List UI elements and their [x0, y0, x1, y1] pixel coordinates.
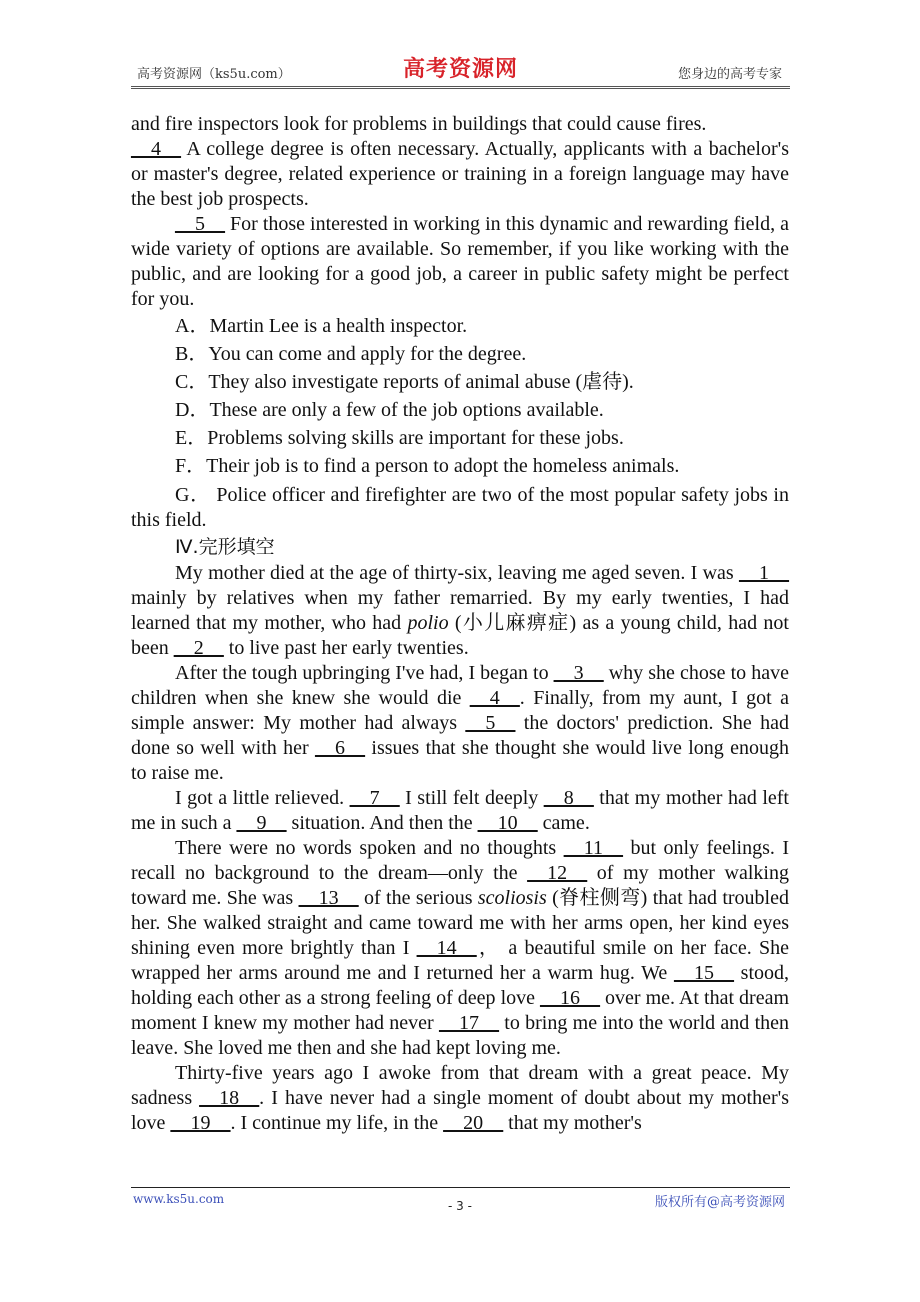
paragraph-text: stood, holding each other as a strong feeling of deep love [131, 962, 790, 1009]
cloze-blank: __11__ [563, 837, 623, 859]
cloze-blank: __17__ [439, 1012, 500, 1034]
option-letter: F． [175, 455, 207, 477]
paragraph-text: I still felt deeply [399, 787, 544, 809]
footer-site-link[interactable]: www.ks5u.com [133, 1192, 225, 1206]
paragraph-text: (小儿麻痹症) as a young child, had not been [131, 612, 789, 659]
option-letter: D． [175, 399, 210, 421]
cloze-blank: __5__ [465, 712, 516, 734]
footer-copyright: 版权所有@高考资源网 [654, 1195, 785, 1210]
paragraph-text: the doctors' prediction. She had done so well with her [131, 712, 790, 759]
cloze-blank: __9__ [236, 812, 287, 834]
blank-5: __5__ [175, 213, 225, 235]
option-letter: C． [175, 371, 209, 393]
paragraph-text: Thirty-five years ago I awoke from that dream with a great peace. My sadness [131, 1062, 789, 1109]
paragraph-text: that my mother's [503, 1112, 642, 1134]
cloze-blank: __8__ [543, 787, 594, 809]
header-slogan: 您身边的高考专家 [677, 67, 782, 82]
cloze-blank: __15__ [673, 962, 734, 984]
header-brand-logo: 高考资源网 [402, 56, 518, 82]
paragraph-text: to live past her early twenties. [223, 637, 469, 659]
cloze-blank: __16__ [540, 987, 601, 1009]
option-letter: G． [175, 484, 211, 506]
paragraph-text: but only feelings. I recall no background to the dream—only the [131, 837, 789, 884]
cloze-blank: __13__ [298, 887, 359, 909]
paragraph-text: of my mother walking toward me. She was [131, 862, 789, 909]
cloze-blank: __4__ [469, 687, 520, 709]
cloze-passage [131, 561, 789, 1136]
cloze-blank: __14__ [416, 937, 477, 959]
blank-4: __4__ [131, 138, 181, 160]
paragraph-text: . I continue my life, in the [230, 1112, 444, 1134]
cloze-paragraph [131, 1061, 789, 1136]
paragraph-fire-inspectors: and fire inspectors look for problems in buildings that could cause fires. [131, 113, 707, 135]
cloze-blank: __19__ [170, 1112, 231, 1134]
document-body [131, 112, 789, 1136]
paragraph-text: issues that she thought she would live long enough to raise me. [131, 737, 790, 784]
cloze-blank: __1__ [739, 562, 789, 584]
option-d [131, 396, 789, 424]
cloze-blank: __12__ [527, 862, 588, 884]
paragraph-text: After the tough upbringing I've had, I began to [175, 662, 554, 684]
paragraph-text: came. [537, 812, 590, 834]
paragraph-text: over me. At that dream moment I knew my mother had never [131, 987, 790, 1034]
option-text: Martin Lee is a health inspector. [209, 315, 468, 337]
option-letter: B． [175, 343, 209, 365]
option-f [131, 452, 789, 480]
cloze-blank: __6__ [315, 737, 366, 759]
paragraph-text: mainly by relatives when my father remarried. By my early twenties, I had learned that my mother, who had [131, 587, 789, 634]
header-site-name: 高考资源网（ks5u.com） [137, 67, 291, 82]
page-number: - 3 - [448, 1199, 472, 1213]
page-header [131, 52, 790, 88]
paragraph-text: that my mother had left me in such a [131, 787, 789, 834]
paragraph-text: A college degree is often necessary. Actually, applicants with a bachelor's or master's degree, related experience or training in a foreign language may have the best job prospects. [131, 138, 789, 210]
option-c [131, 368, 789, 396]
section-title-cloze: Ⅳ.完形填空 [175, 536, 275, 558]
option-text: You can come and apply for the degree. [208, 343, 527, 365]
cloze-blank: __10__ [477, 812, 538, 834]
paragraph-text: I got a little relieved. [175, 787, 350, 809]
paragraph-text: situation. And then the [286, 812, 478, 834]
cloze-paragraph [131, 786, 789, 836]
paragraph-text: . I have never had a single moment of doubt about my mother's love [131, 1087, 789, 1134]
header-divider [131, 86, 790, 89]
paragraph-text: to bring me into the world and then leave. She loved me then and she had kept loving me. [131, 1012, 789, 1059]
paragraph-text: ， a beautiful smile on her face. She wrapped her arms around me and I returned her a warm hug. We [131, 937, 789, 984]
footer-divider [131, 1187, 790, 1188]
option-g [131, 483, 789, 533]
cloze-blank: __7__ [349, 787, 400, 809]
option-text: Their job is to find a person to adopt the homeless animals. [206, 455, 680, 477]
cloze-blank: __3__ [553, 662, 604, 684]
paragraph-text: For those interested in working in this dynamic and rewarding field, a wide variety of options are available. So remember, if you like working with the public, and are looking for a good job, a career in public safety might be perfect for you. [131, 213, 789, 310]
option-text: Problems solving skills are important for these jobs. [207, 427, 624, 449]
cloze-blank: __20__ [443, 1112, 504, 1134]
cloze-paragraph [131, 836, 789, 1061]
option-text: These are only a few of the job options available. [209, 399, 604, 421]
options-list [131, 312, 789, 533]
option-e [131, 424, 789, 452]
option-a [131, 312, 789, 340]
cloze-blank: __2__ [173, 637, 224, 659]
option-letter: A． [175, 315, 210, 337]
option-b [131, 340, 789, 368]
option-text: They also investigate reports of animal abuse (虐待). [208, 371, 634, 393]
paragraph-text: My mother died at the age of thirty-six, leaving me aged seven. I was [175, 562, 739, 584]
italic-term: scoliosis [477, 887, 547, 909]
paragraph-text: . Finally, from my aunt, I got a simple answer: My mother had always [131, 687, 789, 734]
paragraph-text: (脊柱侧弯) that had troubled her. She walked straight and came toward me with her arms open, her kind eyes shining even more brightly than I [131, 887, 789, 959]
paragraph-text: There were no words spoken and no thoughts [175, 837, 564, 859]
italic-term: polio [407, 612, 449, 634]
paragraph-text: why she chose to have children when she knew she would die [131, 662, 789, 709]
cloze-paragraph [131, 561, 789, 661]
option-letter: E． [175, 427, 208, 449]
paragraph-text: of the serious [358, 887, 478, 909]
paragraph-blank-5 [131, 212, 789, 312]
option-text: Police officer and firefighter are two of the most popular safety jobs in this field. [131, 484, 789, 531]
cloze-paragraph [131, 661, 789, 786]
cloze-blank: __18__ [199, 1087, 260, 1109]
paragraph-blank-4 [131, 137, 789, 212]
